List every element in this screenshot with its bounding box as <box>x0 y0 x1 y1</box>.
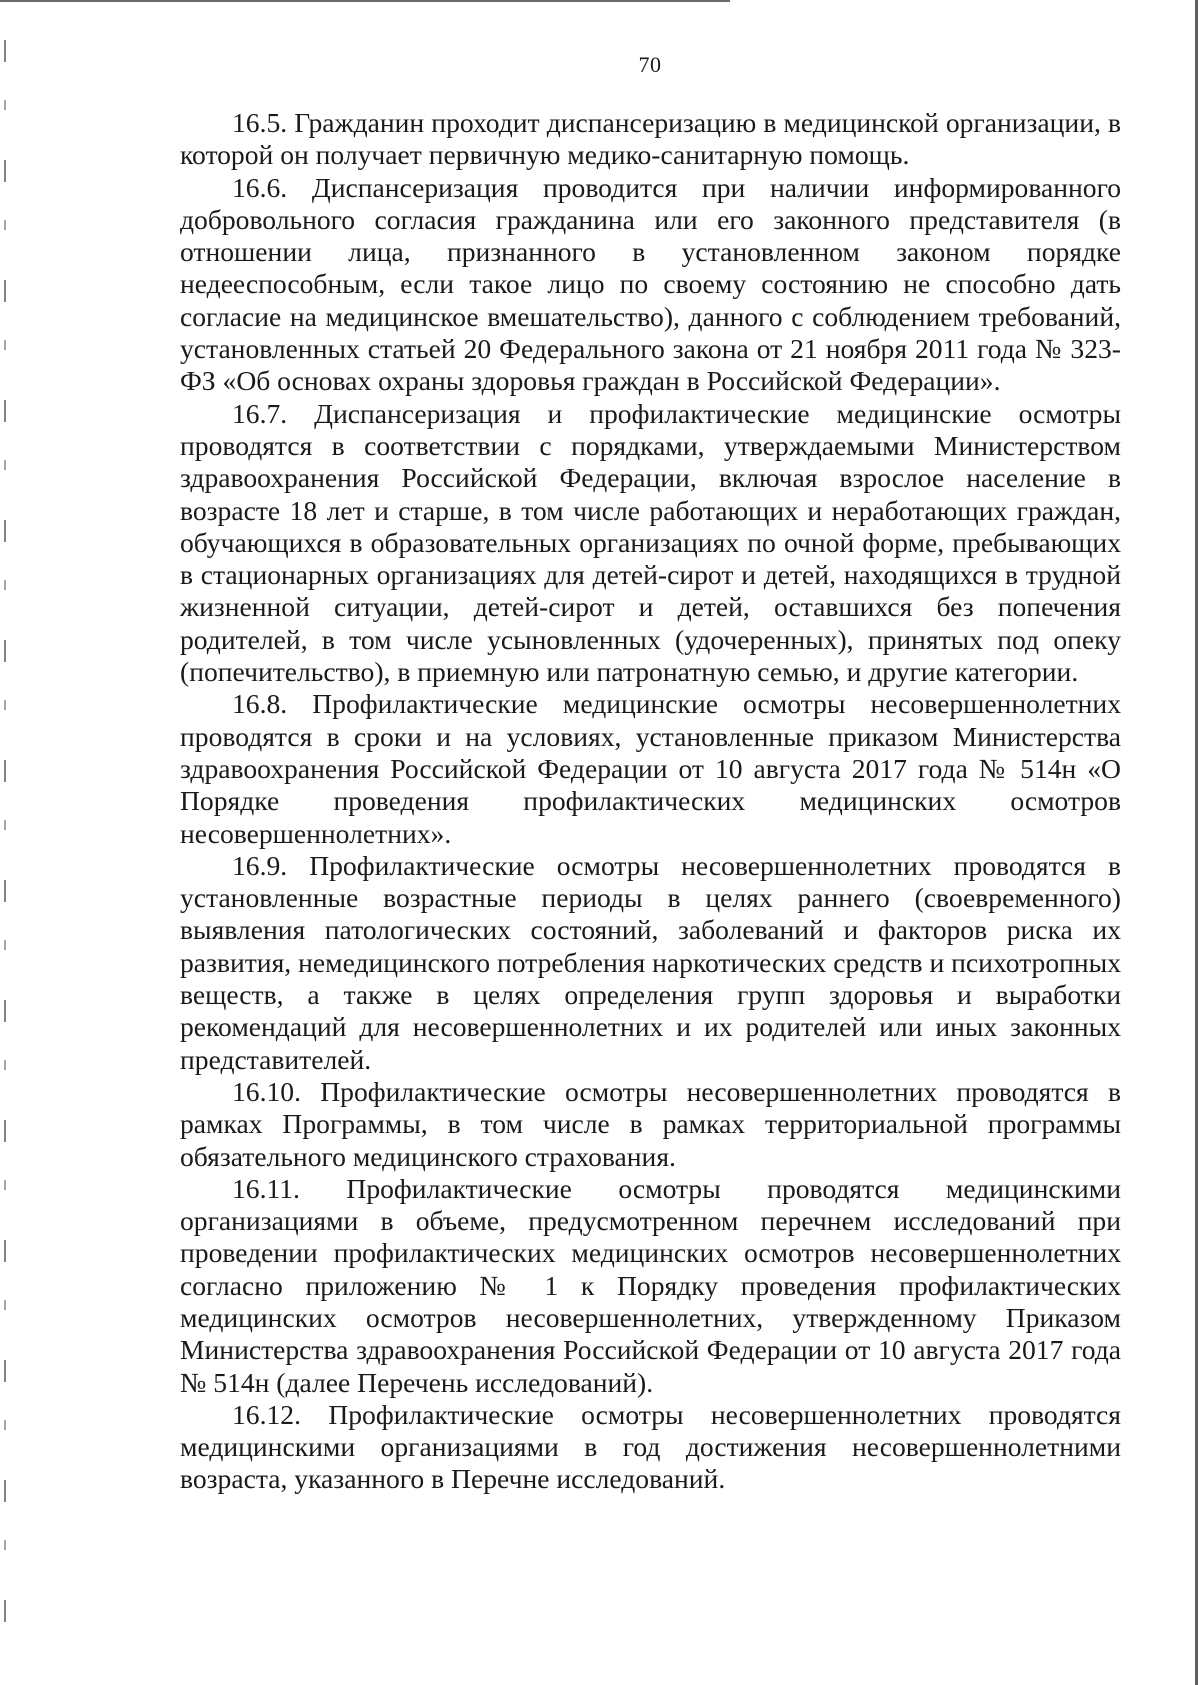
scan-edge-line <box>0 0 730 2</box>
paragraph-16-9: 16.9. Профилактические осмотры несовершеннолетних проводятся в установленные возрастные периоды в целях раннего (своевременного) выявления патологических состояний, заболеваний и факторов риска их развития, немедицинского потребления наркотических средств и психотропных веществ, а также в целях определения групп здоровья и выработки рекомендаций для несовершеннолетних и их родителей или иных законных представителей. <box>180 849 1121 1075</box>
paragraph-16-6: 16.6. Диспансеризация проводится при наличии информированного добровольного согласия гражданина или его законного представителя (в отношении лица, признанного в установленном законом порядке недееспособным, если такое лицо по своему состоянию не способно дать согласие на медицинское вмешательство), данного с соблюдением требований, установленных статьей 20 Федерального закона от 21 ноября 2011 года № 323-ФЗ «Об основах охраны здоровья граждан в Российской Федерации». <box>180 171 1121 397</box>
document-body <box>180 107 1121 1496</box>
paragraph-16-12: 16.12. Профилактические осмотры несовершеннолетних проводятся медицинскими организациями в год достижения несовершеннолетними возраста, указанного в Перечне исследований. <box>180 1398 1121 1495</box>
paragraph-16-10: 16.10. Профилактические осмотры несовершеннолетних проводятся в рамках Программы, в том числе в рамках территориальной программы обязательного медицинского страхования. <box>180 1075 1121 1172</box>
paragraph-16-11: 16.11. Профилактические осмотры проводятся медицинскими организациями в объеме, предусмотренном перечнем исследований при проведении профилактических медицинских осмотров несовершеннолетних согласно приложению № 1 к Порядку проведения профилактических медицинских осмотров несовершеннолетних, утвержденному Приказом Министерства здравоохранения Российской Федерации от 10 августа 2017 года № 514н (далее Перечень исследований). <box>180 1172 1121 1398</box>
scan-left-margin-artifact <box>4 40 6 1640</box>
paragraph-16-7: 16.7. Диспансеризация и профилактические медицинские осмотры проводятся в соответствии с порядками, утверждаемыми Министерством здравоохранения Российской Федерации, включая взрослое население в возрасте 18 лет и старше, в том числе работающих и неработающих граждан, обучающихся в образовательных организациях по очной форме, пребывающих в стационарных организациях для детей-сирот и детей, находящихся в трудной жизненной ситуации, детей-сирот и детей, оставшихся без попечения родителей, в том числе усыновленных (удочеренных), принятых под опеку (попечительство), в приемную или патронатную семью, и другие категории. <box>180 397 1121 688</box>
paragraph-16-8: 16.8. Профилактические медицинские осмотры несовершеннолетних проводятся в сроки и на условиях, установленные приказом Министерства здравоохранения Российской Федерации от 10 августа 2017 года № 514н «О Порядке проведения профилактических медицинских осмотров несовершеннолетних». <box>180 688 1121 849</box>
paragraph-16-5: 16.5. Гражданин проходит диспансеризацию в медицинской организации, в которой он получает первичную медико-санитарную помощь. <box>180 107 1121 171</box>
page-number: 70 <box>638 52 662 77</box>
scan-right-margin-artifact <box>1195 0 1198 1685</box>
